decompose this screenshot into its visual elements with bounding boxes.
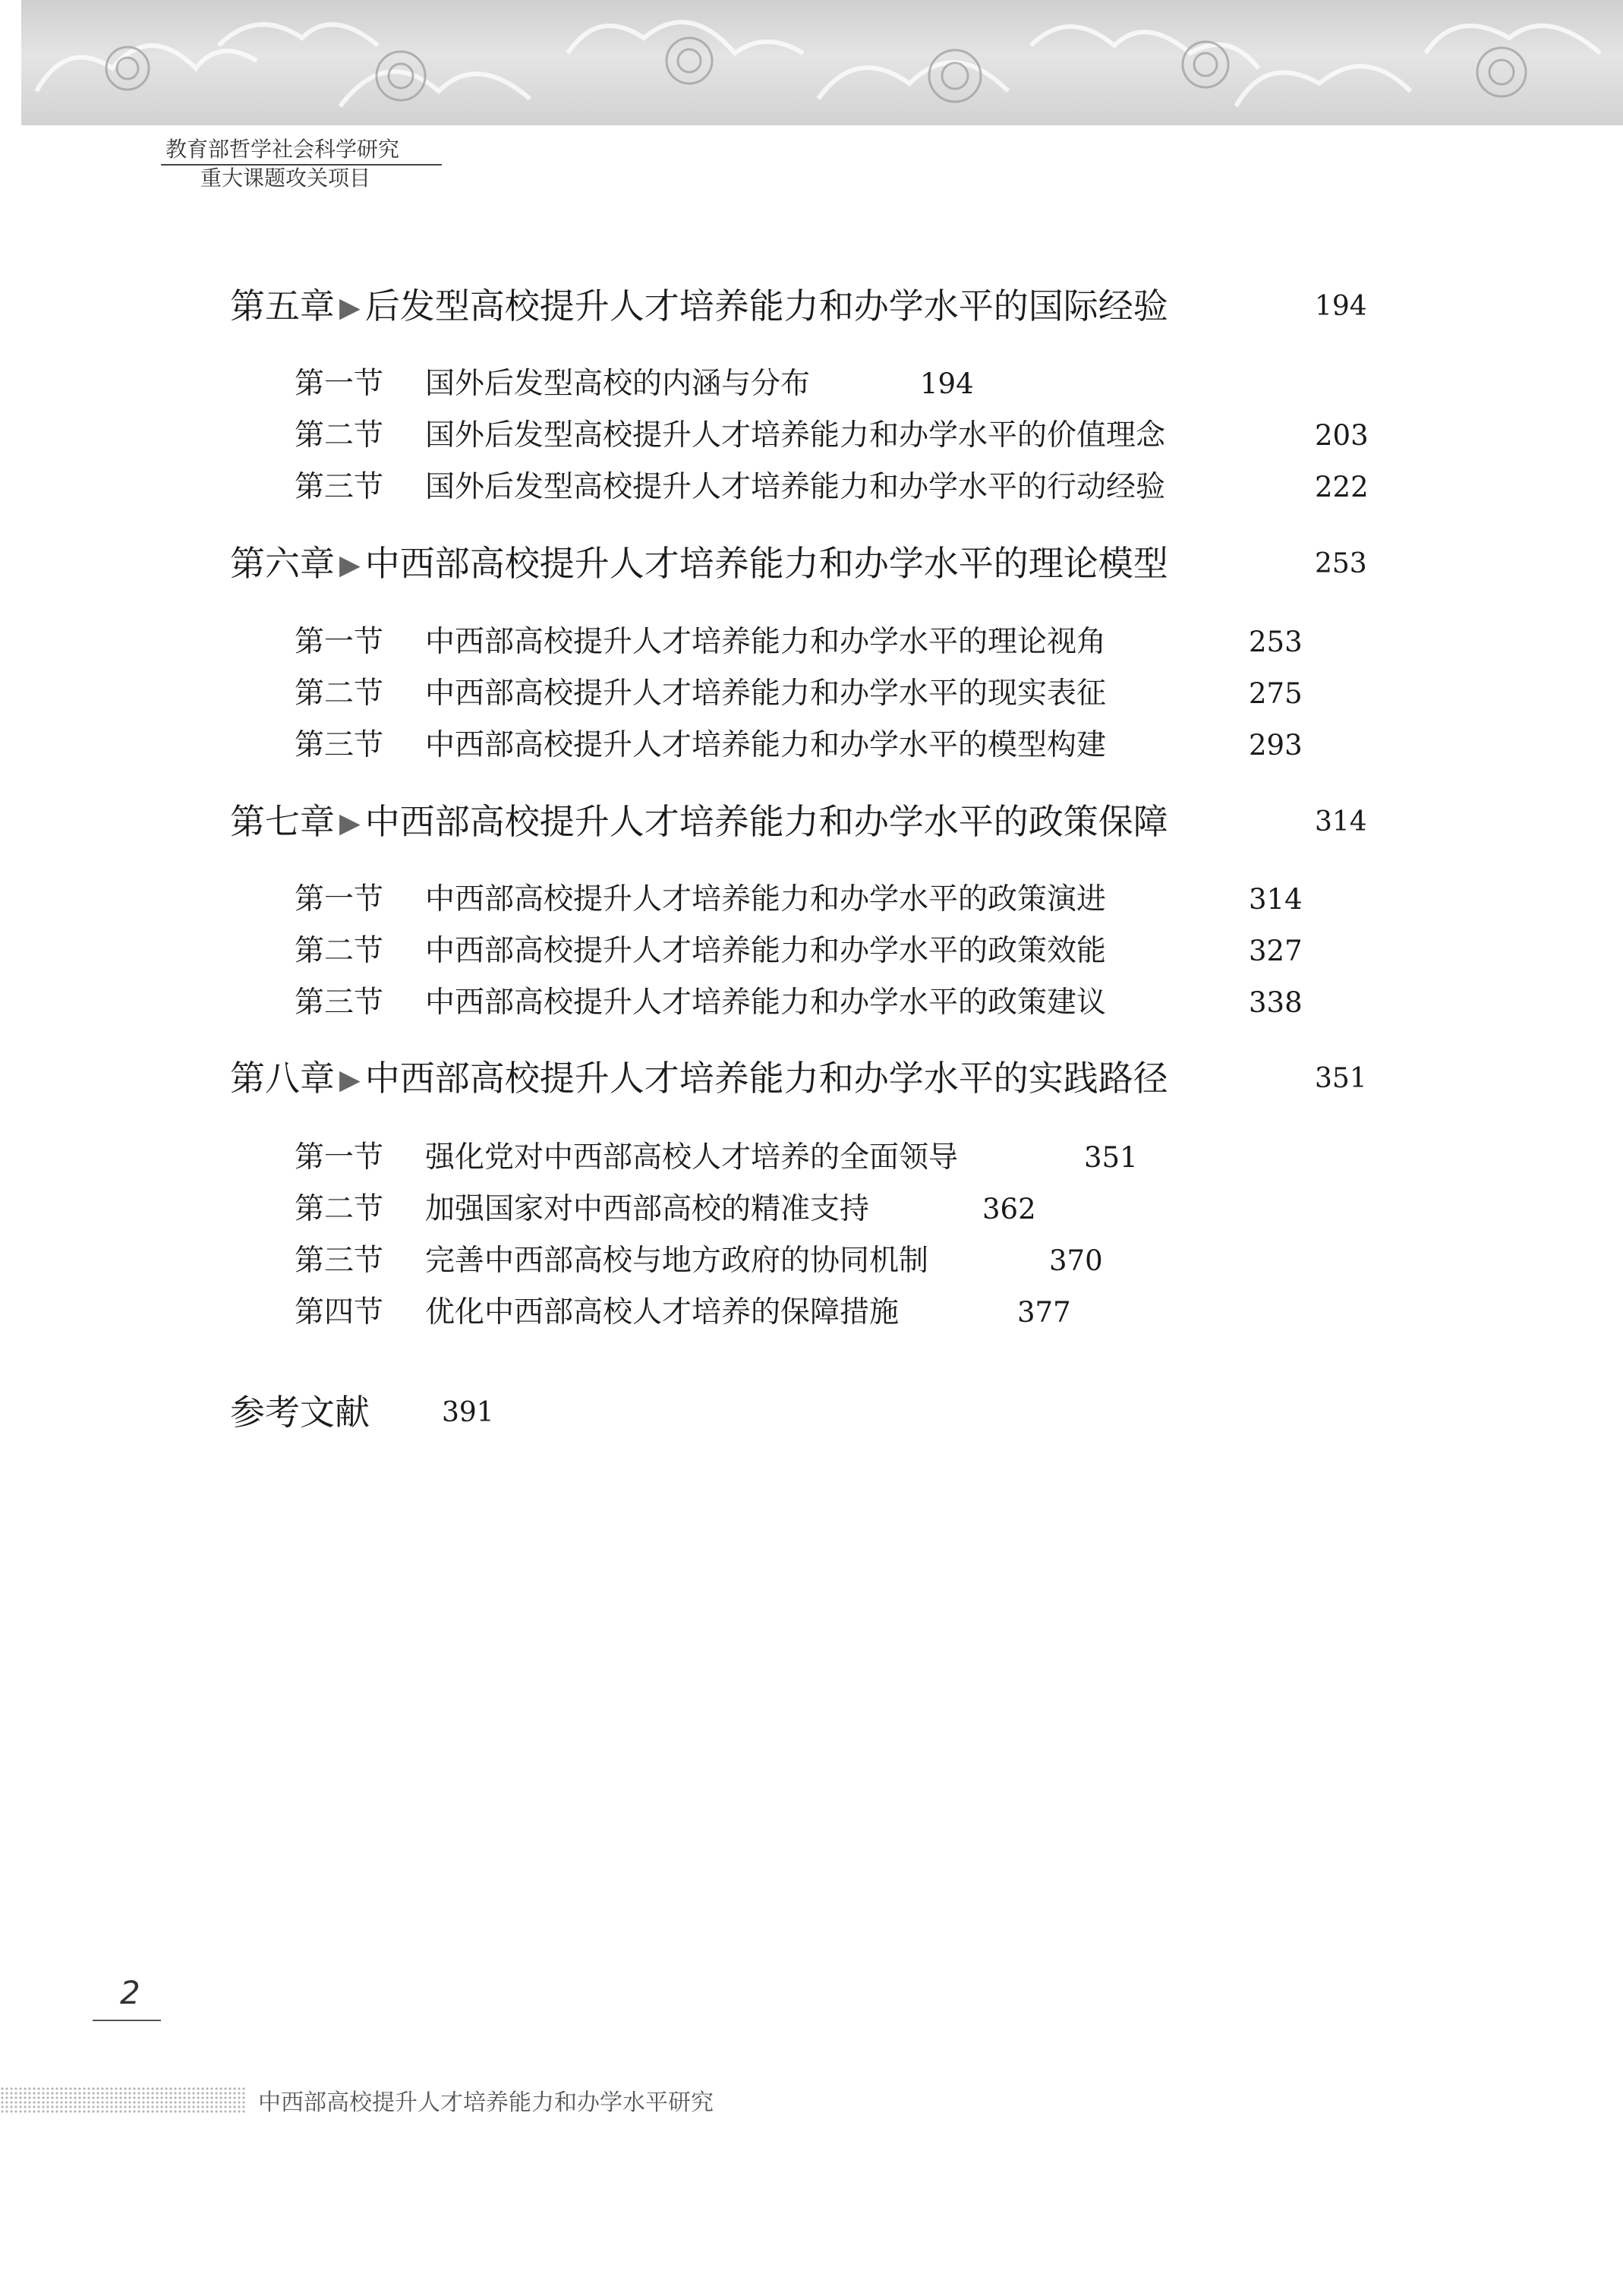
footer-book-title: 中西部高校提升人才培养能力和办学水平研究 xyxy=(258,2089,714,2116)
section-label: 第一节 xyxy=(295,882,384,916)
section-page-number: 275 xyxy=(1249,677,1303,710)
chapter-6-heading[interactable] xyxy=(230,537,1168,590)
section-title: 优化中西部高校人才培养的保障措施 xyxy=(425,1295,900,1329)
series-title-line2: 重大课题攻关项目 xyxy=(200,166,371,191)
triangle-arrow-icon: ▶ xyxy=(339,1064,361,1096)
section-label: 第一节 xyxy=(295,1140,384,1175)
references-title: 参考文献 xyxy=(230,1392,370,1433)
triangle-arrow-icon: ▶ xyxy=(339,292,361,323)
chapter-title: 中西部高校提升人才培养能力和办学水平的政策保障 xyxy=(364,801,1168,842)
section-title: 中西部高校提升人才培养能力和办学水平的理论视角 xyxy=(425,625,1107,659)
section-title: 国外后发型高校提升人才培养能力和办学水平的价值理念 xyxy=(425,418,1166,453)
section-label: 第二节 xyxy=(295,934,384,968)
section-title: 加强国家对中西部高校的精准支持 xyxy=(425,1192,870,1226)
folio-page-number: 2 xyxy=(120,1974,140,2011)
triangle-arrow-icon: ▶ xyxy=(339,808,361,839)
section-page-number: 203 xyxy=(1315,419,1369,452)
section-title: 中西部高校提升人才培养能力和办学水平的政策演进 xyxy=(425,882,1107,916)
section-page-number: 194 xyxy=(920,367,974,400)
section-label: 第三节 xyxy=(295,470,384,504)
section-page-number: 362 xyxy=(982,1193,1036,1225)
toc-section-entry[interactable] xyxy=(295,878,1106,921)
section-page-number: 293 xyxy=(1249,729,1303,762)
chapter-7-heading[interactable] xyxy=(230,795,1168,848)
toc-section-entry[interactable] xyxy=(295,673,1106,715)
section-title: 强化党对中西部高校人才培养的全面领导 xyxy=(425,1140,959,1175)
section-label: 第四节 xyxy=(295,1295,384,1329)
references-page-number: 391 xyxy=(442,1397,494,1428)
section-page-number: 327 xyxy=(1249,935,1303,967)
section-page-number: 351 xyxy=(1084,1141,1138,1174)
toc-section-entry[interactable] xyxy=(295,621,1106,664)
section-title: 中西部高校提升人才培养能力和办学水平的政策建议 xyxy=(425,986,1107,1020)
section-label: 第一节 xyxy=(295,625,384,659)
section-label: 第二节 xyxy=(295,418,384,453)
folio-underline xyxy=(93,2020,161,2021)
section-title: 国外后发型高校提升人才培养能力和办学水平的行动经验 xyxy=(425,470,1166,504)
references-heading[interactable] xyxy=(230,1386,370,1439)
toc-section-entry[interactable] xyxy=(295,466,1165,509)
chapter-title: 中西部高校提升人才培养能力和办学水平的理论模型 xyxy=(364,543,1168,584)
toc-section-entry[interactable] xyxy=(295,1240,928,1282)
toc-section-entry[interactable] xyxy=(295,982,1106,1024)
section-title: 完善中西部高校与地方政府的协同机制 xyxy=(425,1244,929,1278)
section-page-number: 222 xyxy=(1315,471,1369,503)
triangle-arrow-icon: ▶ xyxy=(339,550,361,581)
section-title: 国外后发型高校的内涵与分布 xyxy=(425,367,811,401)
chapter-5-heading[interactable] xyxy=(230,279,1168,333)
section-page-number: 314 xyxy=(1249,883,1303,916)
toc-section-entry[interactable] xyxy=(295,930,1106,973)
chapter-label: 第七章 xyxy=(230,801,335,842)
chapter-page-number: 194 xyxy=(1315,291,1367,322)
section-label: 第二节 xyxy=(295,1192,384,1226)
section-title: 中西部高校提升人才培养能力和办学水平的现实表征 xyxy=(425,676,1107,711)
series-title-line1: 教育部哲学社会科学研究 xyxy=(165,137,400,162)
section-label: 第一节 xyxy=(295,367,384,401)
toc-section-entry[interactable] xyxy=(295,724,1106,767)
section-page-number: 370 xyxy=(1049,1244,1103,1277)
footer-dot-pattern xyxy=(0,2086,247,2114)
section-label: 第二节 xyxy=(295,676,384,711)
chapter-label: 第五章 xyxy=(230,285,335,326)
toc-section-entry[interactable] xyxy=(295,415,1165,457)
section-title: 中西部高校提升人才培养能力和办学水平的模型构建 xyxy=(425,728,1107,762)
section-label: 第三节 xyxy=(295,1244,384,1278)
toc-section-entry[interactable] xyxy=(295,363,810,405)
chapter-title: 中西部高校提升人才培养能力和办学水平的实践路径 xyxy=(364,1058,1168,1099)
section-page-number: 338 xyxy=(1249,986,1303,1019)
toc-section-entry[interactable] xyxy=(295,1188,869,1231)
chapter-label: 第六章 xyxy=(230,543,335,584)
chapter-title: 后发型高校提升人才培养能力和办学水平的国际经验 xyxy=(364,285,1168,326)
toc-section-entry[interactable] xyxy=(295,1292,899,1334)
section-label: 第三节 xyxy=(295,986,384,1020)
chapter-label: 第八章 xyxy=(230,1058,335,1099)
toc-section-entry[interactable] xyxy=(295,1137,958,1179)
section-title: 中西部高校提升人才培养能力和办学水平的政策效能 xyxy=(425,934,1107,968)
section-label: 第三节 xyxy=(295,728,384,762)
chapter-page-number: 351 xyxy=(1315,1063,1367,1094)
chapter-8-heading[interactable] xyxy=(230,1052,1168,1105)
section-page-number: 253 xyxy=(1249,626,1303,658)
chapter-page-number: 253 xyxy=(1315,548,1367,579)
chapter-page-number: 314 xyxy=(1315,806,1367,837)
section-page-number: 377 xyxy=(1017,1296,1071,1329)
